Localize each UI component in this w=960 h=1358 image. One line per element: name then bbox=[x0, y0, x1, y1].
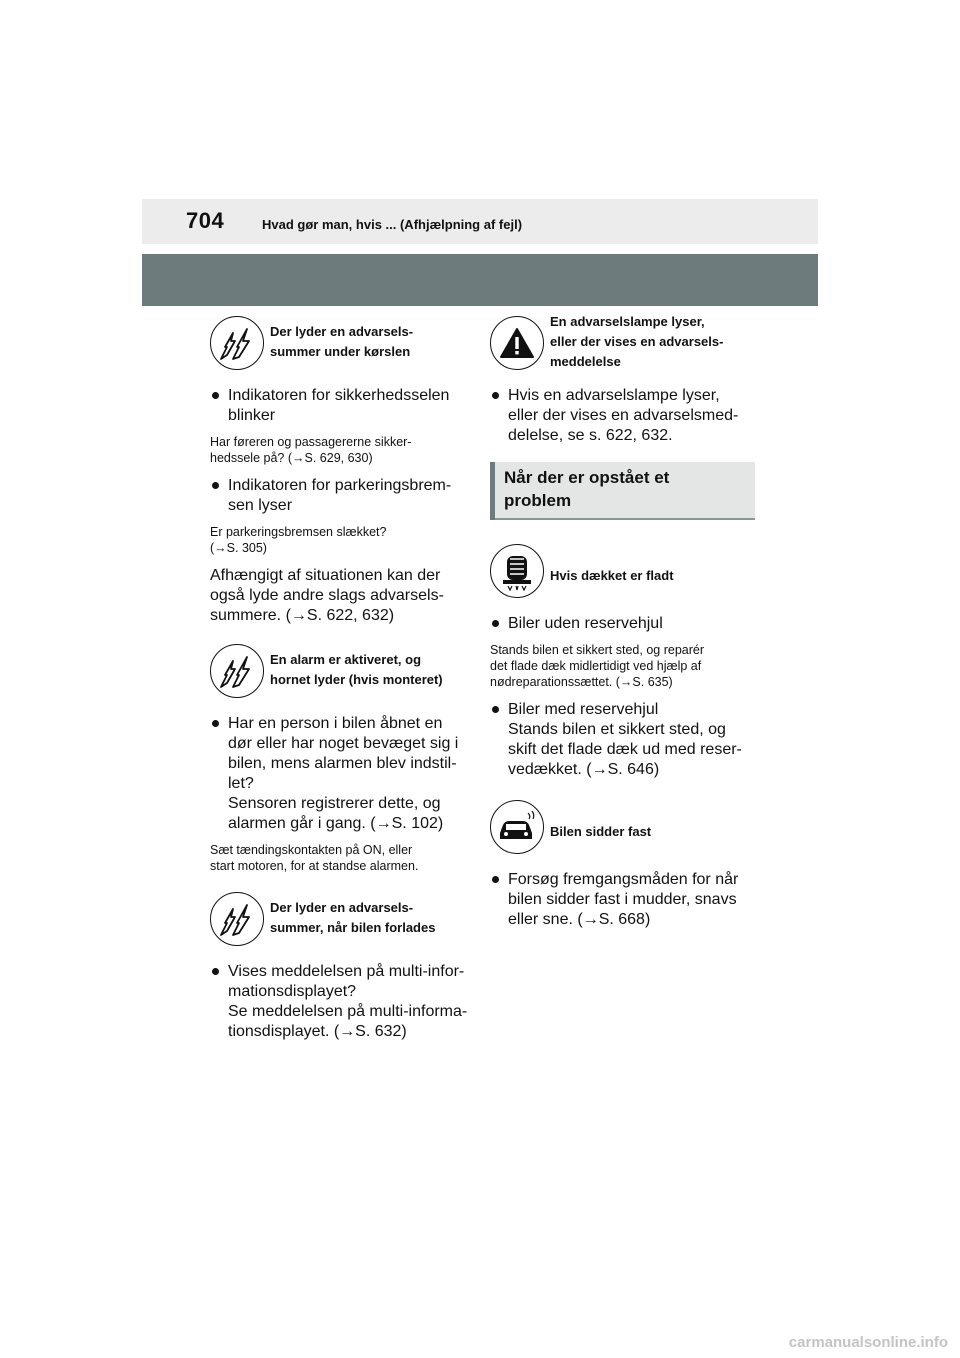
buzzer-icon bbox=[210, 892, 264, 946]
left-column bbox=[210, 312, 470, 1050]
warning-icon bbox=[490, 316, 544, 370]
right-column bbox=[490, 312, 755, 938]
section-heading: Når der er opstået et problem bbox=[490, 462, 755, 520]
flat-tire-heading bbox=[490, 540, 755, 602]
note-text: Er parkeringsbremsen slækket? (→S. 305) bbox=[210, 525, 387, 555]
list-item: Indikatoren for parkeringsbrem- sen lyser bbox=[210, 476, 470, 516]
heading-label: En alarm er aktiveret, og hornet lyder (hvis monteret) bbox=[270, 652, 443, 687]
heading-label: Der lyder en advarsels- summer, når bilen forlades bbox=[270, 900, 436, 935]
list-item: Vises meddelelsen på multi-infor- mationsdisplayet? Se meddelelsen på multi-informa- tionsdisplayet. (→S. 632) bbox=[210, 962, 470, 1042]
warning-heading bbox=[490, 312, 755, 374]
stuck-car-heading bbox=[490, 796, 755, 858]
list-item: Hvis en advarselslampe lyser, eller der vises en advarselsmed- delelse, se s. 622, 632. bbox=[490, 386, 755, 446]
list-item: Biler uden reservehjul bbox=[490, 614, 755, 634]
buzzer-icon bbox=[210, 644, 264, 698]
body-paragraph: Afhængigt af situationen kan der også lyde andre slags advarsels- summere. (→S. 622, 632) bbox=[210, 567, 444, 624]
list-item: Indikatoren for sikkerhedsselen blinker bbox=[210, 386, 470, 426]
note-text: Har føreren og passagererne sikker- hedssele på? (→S. 629, 630) bbox=[210, 435, 412, 465]
buzzer-heading-alarm bbox=[210, 640, 470, 702]
section-banner bbox=[142, 254, 818, 306]
list-item: Biler med reservehjul Stands bilen et sikkert sted, og skift det flade dæk ud med reser- vedækket. (→S. 646) bbox=[490, 700, 755, 780]
list-item: Forsøg fremgangsmåden for når bilen sidder fast i mudder, snavs eller sne. (→S. 668) bbox=[490, 870, 755, 930]
header-title: Hvad gør man, hvis ... (Afhjælpning af fejl) bbox=[262, 217, 523, 232]
heading-label: Bilen sidder fast bbox=[550, 824, 652, 839]
flat-tire-icon bbox=[490, 544, 544, 598]
heading-label: Der lyder en advarsels- summer under kørslen bbox=[270, 324, 414, 359]
buzzer-heading-driving bbox=[210, 312, 470, 374]
buzzer-heading-leaving bbox=[210, 888, 470, 950]
note-text: Sæt tændingskontakten på ON, eller start motoren, for at standse alarmen. bbox=[210, 843, 419, 873]
page-number: 704 bbox=[186, 208, 225, 233]
watermark: carmanualsonline.info bbox=[788, 1334, 948, 1351]
heading-label: En advarselslampe lyser, eller der vises en advarsels- meddelelse bbox=[550, 314, 724, 369]
note-text: Stands bilen et sikkert sted, og reparér det flade dæk midlertidigt ved hjælp af nødreparationssættet. (→S. 635) bbox=[490, 643, 705, 689]
stuck-car-icon bbox=[490, 800, 544, 854]
heading-label: Hvis dækket er fladt bbox=[550, 568, 674, 583]
buzzer-icon bbox=[210, 316, 264, 370]
list-item: Har en person i bilen åbnet en dør eller har noget bevæget sig i bilen, mens alarmen blev indstil- let? Sensoren registrerer dette, og alarmen går i gang. (→S. 102) bbox=[210, 714, 470, 834]
